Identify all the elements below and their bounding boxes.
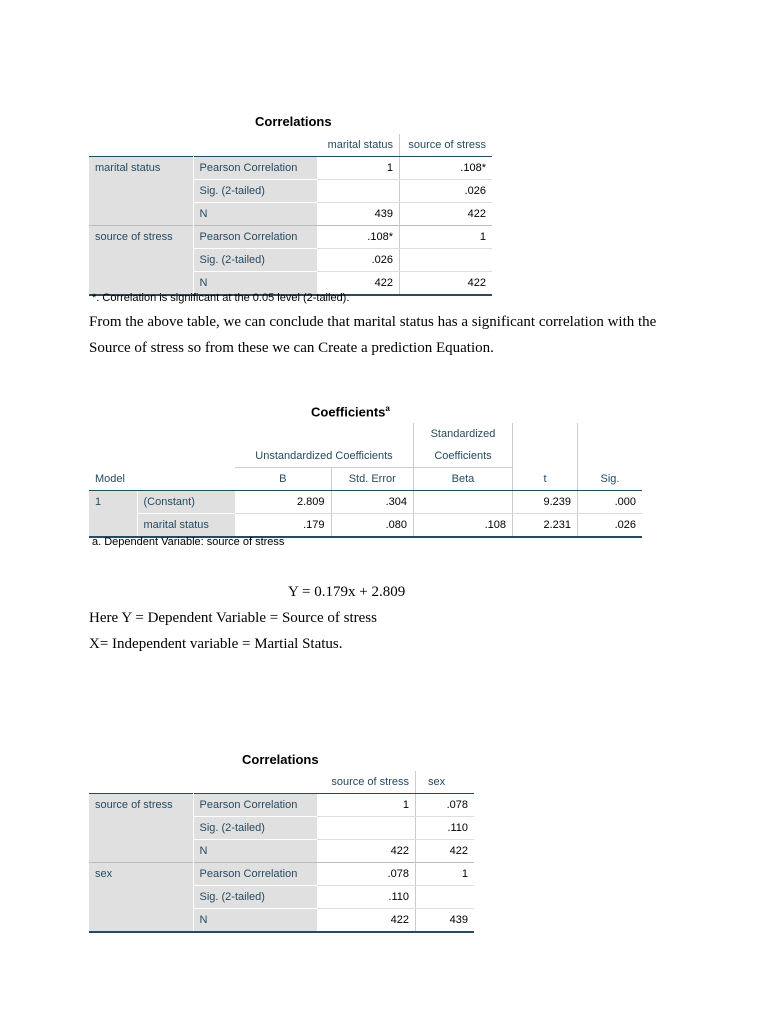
- table3-title: Correlations: [242, 752, 319, 767]
- table-cell: .026: [578, 514, 643, 538]
- row-stat-label: Sig. (2-tailed): [193, 817, 317, 840]
- col-header: B: [235, 468, 331, 491]
- row-group-label: source of stress: [89, 794, 193, 817]
- row-group-label: [89, 886, 193, 909]
- row-stat-label: Pearson Correlation: [193, 226, 317, 249]
- row-stat-label: N: [193, 840, 317, 863]
- row-group-label: [89, 180, 193, 203]
- row-stat-label: N: [193, 272, 317, 296]
- table-cell: [414, 491, 513, 514]
- table-cell: [317, 180, 400, 203]
- table-cell: .078: [317, 863, 416, 886]
- col-header: Coefficients: [414, 445, 513, 468]
- table2-footnote: a. Dependent Variable: source of stress: [92, 536, 285, 548]
- explanation-line: Here Y = Dependent Variable = Source of stress: [89, 610, 377, 626]
- table-cell: .110: [317, 886, 416, 909]
- table-cell: 422: [449, 845, 468, 857]
- table2-title-superscript: a: [385, 404, 390, 413]
- table-cell: .108*: [400, 157, 493, 180]
- row-stat-label: Pearson Correlation: [193, 157, 317, 180]
- table-cell: 1: [317, 157, 400, 180]
- table-cell: .080: [331, 514, 414, 538]
- row-stat-label: Sig. (2-tailed): [193, 249, 317, 272]
- paragraph-line: Source of stress so from these we can Create a prediction Equation.: [89, 340, 494, 356]
- row-stat-label: Pearson Correlation: [193, 794, 317, 817]
- correlations-table-1: [89, 134, 492, 296]
- table-cell: 1: [317, 794, 416, 817]
- row-group-label: [89, 203, 193, 226]
- row-stat-label: N: [193, 909, 317, 933]
- row-group-label: marital status: [89, 157, 193, 180]
- table-cell: 422: [400, 272, 493, 296]
- table-cell: .179: [235, 514, 331, 538]
- table-cell: 422: [317, 272, 400, 296]
- explanation-text: [89, 605, 377, 657]
- table-cell: [416, 886, 475, 909]
- table-cell: 439: [317, 203, 400, 226]
- row-term-label: marital status: [137, 514, 235, 538]
- table1-footnote: *. Correlation is significant at the 0.05 level (2-tailed).: [92, 292, 350, 304]
- table2-title-text: Coefficients: [311, 404, 386, 420]
- table-cell: .026: [317, 249, 400, 272]
- row-model-label: [89, 514, 137, 538]
- row-stat-label: Sig. (2-tailed): [193, 886, 317, 909]
- row-group-label: sex: [89, 863, 193, 886]
- table2-title: [311, 404, 390, 419]
- col-header: Model: [89, 468, 137, 491]
- col-header: Std. Error: [331, 468, 414, 491]
- table-cell: .108*: [317, 226, 400, 249]
- table-cell: .026: [400, 180, 493, 203]
- table-cell: [317, 817, 416, 840]
- table-cell: 1: [416, 863, 475, 886]
- row-group-label: [89, 840, 193, 863]
- table-cell: .110: [416, 817, 475, 840]
- table-cell: .000: [578, 491, 643, 514]
- col-header: Unstandardized Coefficients: [255, 450, 393, 462]
- col-header: Beta: [414, 468, 513, 491]
- table-cell: 9.239: [513, 491, 578, 514]
- col-header: Sig.: [578, 468, 643, 491]
- row-group-label: [89, 909, 193, 933]
- table1-title: Correlations: [255, 114, 332, 129]
- row-stat-label: Pearson Correlation: [193, 863, 317, 886]
- correlations-table-2: [89, 771, 474, 933]
- table-cell: 2.809: [235, 491, 331, 514]
- col-header: Standardized: [414, 423, 513, 445]
- paragraph-text: [89, 309, 656, 361]
- row-group-label: source of stress: [89, 226, 193, 249]
- col-header: source of stress: [400, 134, 493, 157]
- table-cell: 2.231: [513, 514, 578, 538]
- col-header: sex: [416, 771, 475, 794]
- col-header: source of stress: [317, 771, 416, 794]
- table-cell: .078: [416, 794, 475, 817]
- coefficients-table: [89, 423, 642, 538]
- table-cell: [400, 249, 493, 272]
- explanation-line: X= Independent variable = Martial Status.: [89, 636, 343, 652]
- table-cell: .108: [414, 514, 513, 538]
- row-group-label: [89, 249, 193, 272]
- row-term-label: (Constant): [137, 491, 235, 514]
- row-stat-label: Sig. (2-tailed): [193, 180, 317, 203]
- table-cell: .304: [331, 491, 414, 514]
- col-header: t: [513, 468, 578, 491]
- col-header: marital status: [317, 134, 400, 157]
- row-stat-label: N: [193, 203, 317, 226]
- paragraph-line: From the above table, we can conclude that marital status has a significant correlation with the: [89, 314, 657, 330]
- regression-equation: Y = 0.179x + 2.809: [288, 584, 406, 600]
- table-cell: 422: [467, 208, 486, 220]
- row-group-label: [89, 817, 193, 840]
- table-cell: 439: [416, 909, 475, 933]
- table-cell: 1: [400, 226, 493, 249]
- table-cell: 422: [317, 909, 416, 933]
- table-cell: 422: [317, 840, 416, 863]
- row-model-label: 1: [89, 491, 137, 514]
